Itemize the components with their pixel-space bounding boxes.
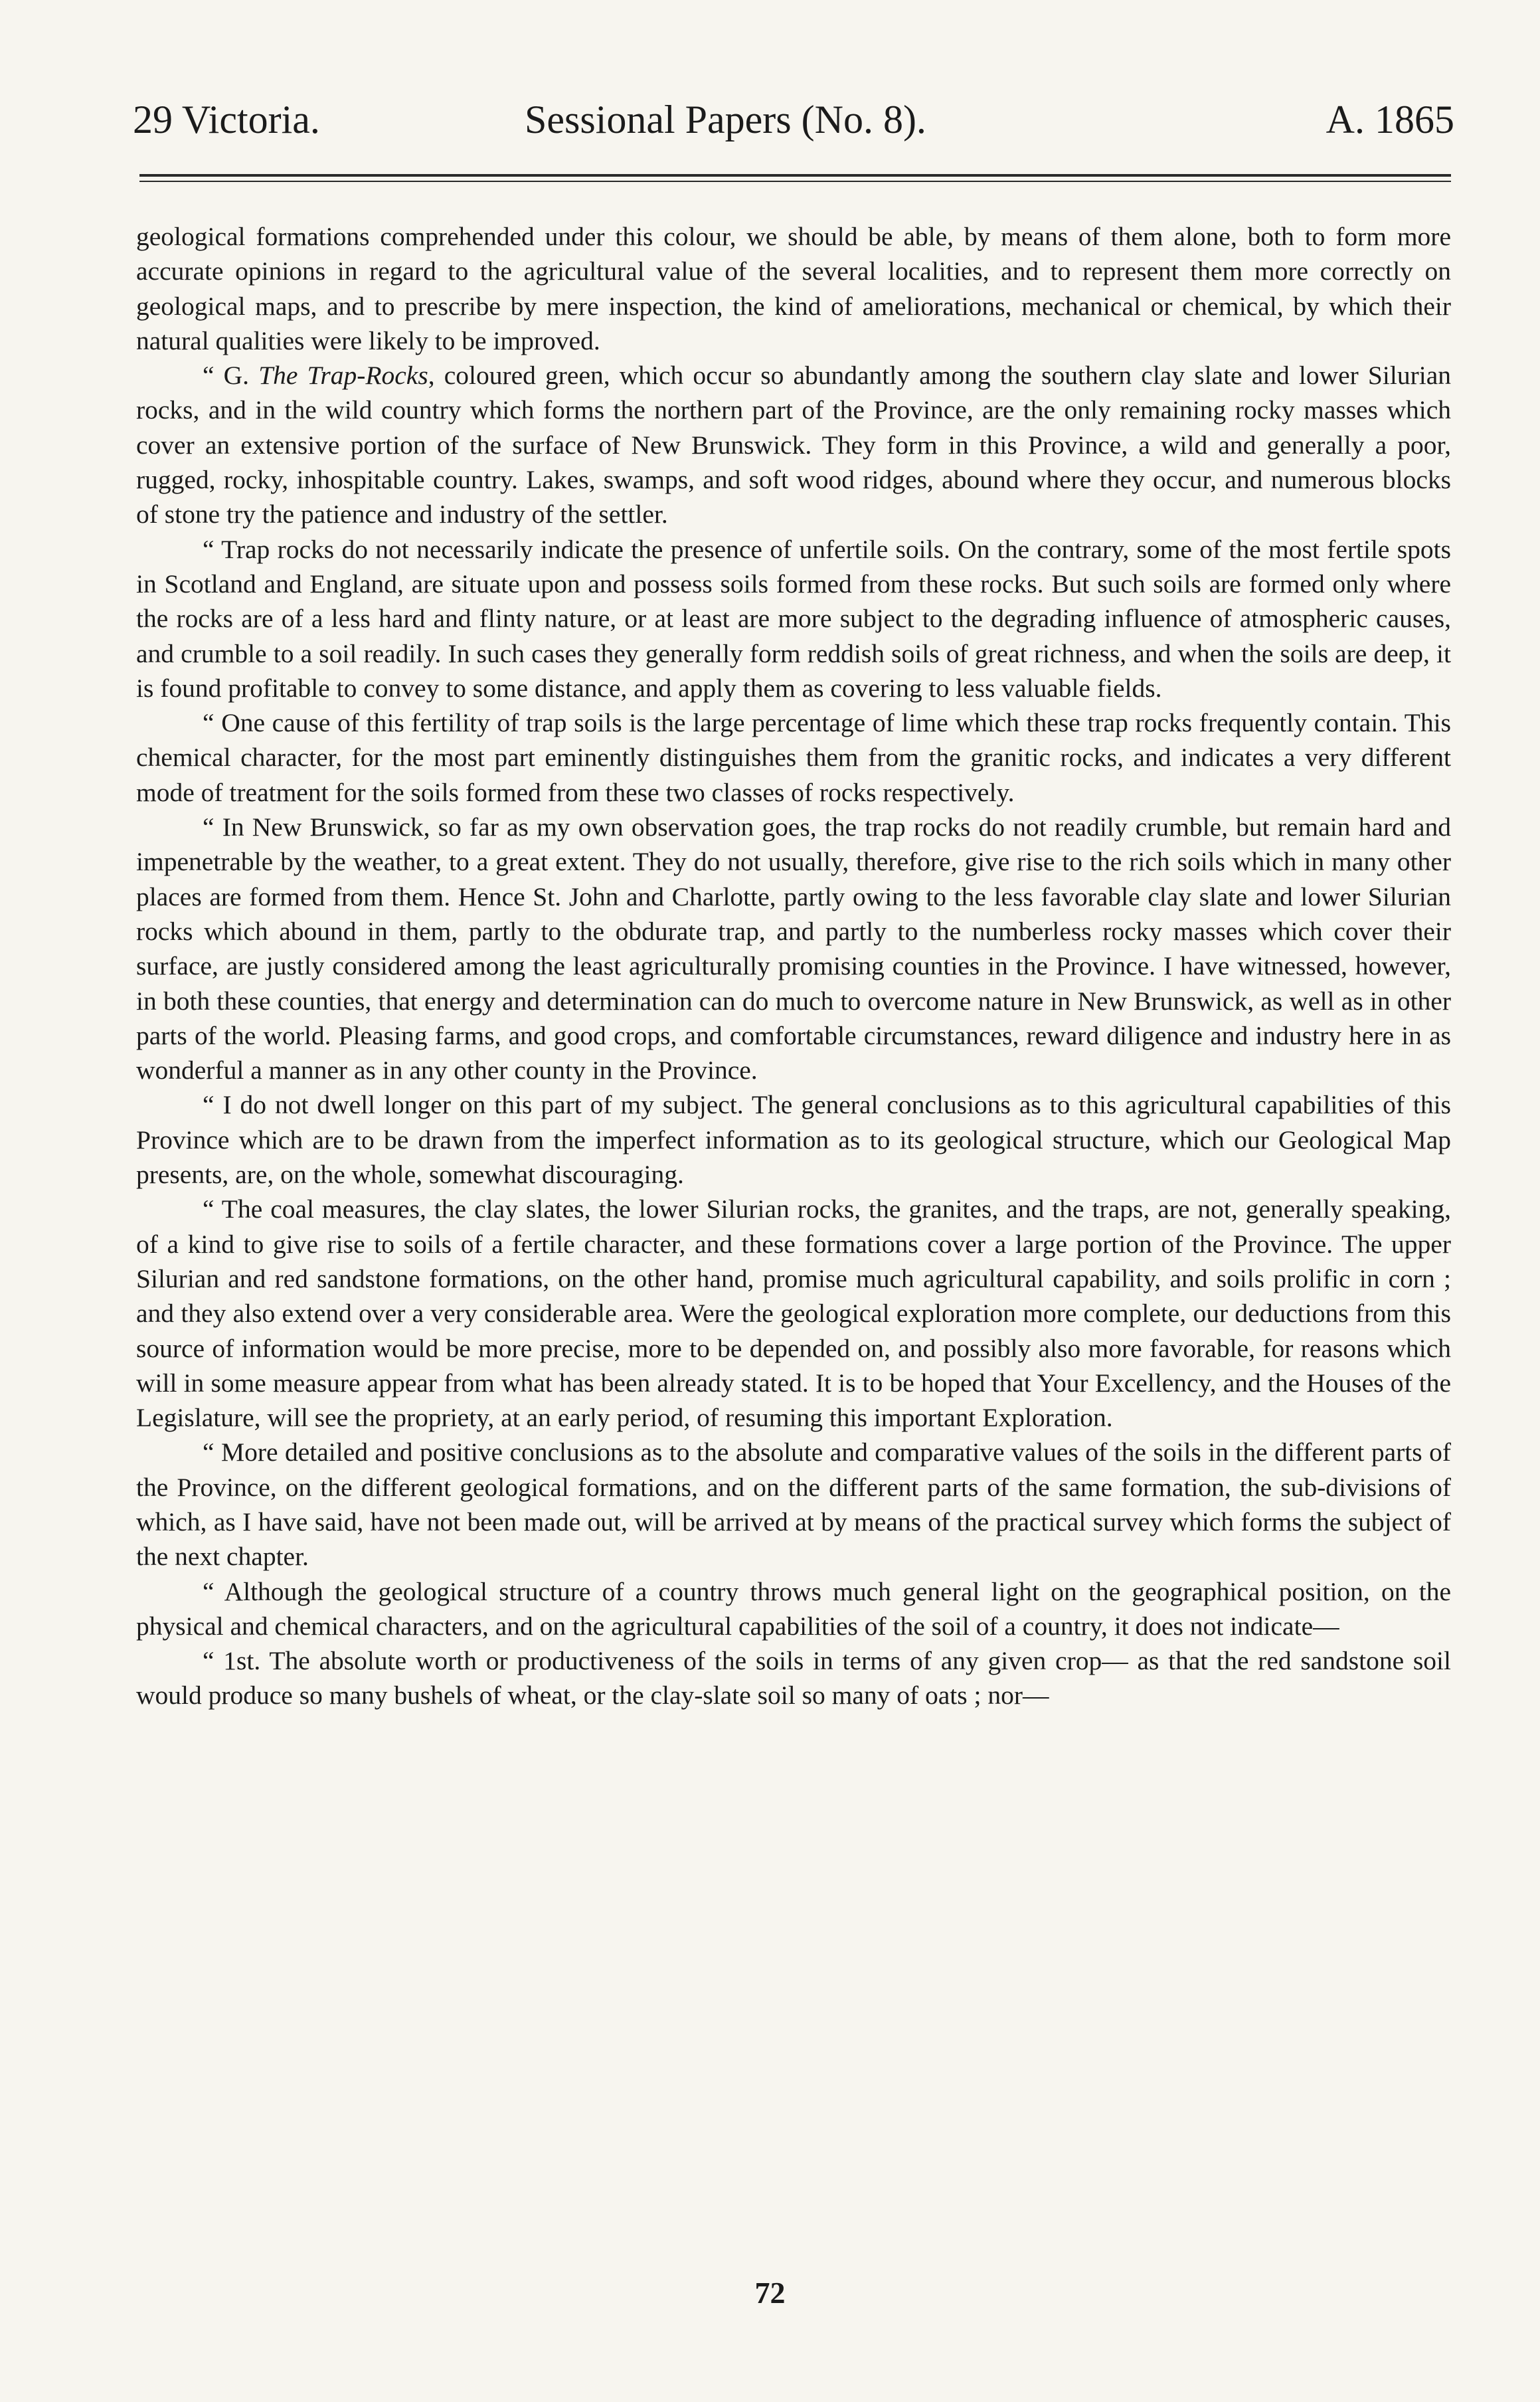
paragraph-7: “ The coal measures, the clay slates, the lower Silurian rocks, the granites, and the traps, are not, generally speaking, of a kind to give rise to soils of a fertile character, and these formations cover a large portion of the Province. The upper Silurian and red sandstone formations, on the other hand, promise much agricultural capability, and soils prolific in corn ; and they also extend over a very considerable area. Were the geological exploration more complete, our deductions from this source of information would be more precise, more to be depended on, and possibly also more favorable, for reasons which will in some measure appear from what has been already stated. It is to be hoped that Your Excellency, and the Houses of the Legislature, will see the propriety, at an early period, of resuming this important Exploration. [136, 1194, 1451, 1433]
page-number: 72 [754, 2276, 786, 2310]
paragraph-8: “ More detailed and positive conclusions as to the absolute and comparative values of the soils in the different parts of the Province, on the different geological formations, and on the different parts of the same formation, the sub-divisions of which, as I have said, have not been made out, will be arrived at by means of the practical survey which forms the subject of the next chapter. [136, 1437, 1451, 1572]
paragraph-3: “ Trap rocks do not necessarily indicate the presence of unfertile soils. On the contrary, some of the most fertile spots in Scotland and England, are situate upon and possess soils formed from these rocks. But such soils are formed only where the rocks are of a less hard and flinty nature, or at least are more subject to the degrading influence of atmospheric causes, and crumble to a soil readily. In such cases they generally form reddish soils of great richness, and when the soils are deep, it is found profitable to convey to some distance, and apply them as covering to less valuable fields. [136, 534, 1451, 703]
paragraph-5: “ In New Brunswick, so far as my own observation goes, the trap rocks do not readily crumble, but remain hard and impenetrable by the weather, to a great extent. They do not usually, therefore, give rise to the rich soils which in many other places are formed from them. Hence St. John and Charlotte, partly owing to the less favorable clay slate and lower Silurian rocks which abound in them, partly to the obdurate trap, and partly to the numberless rocky masses which cover their surface, are justly considered among the least agriculturally promising counties in the Province. I have witnessed, however, in both these counties, that energy and determination can do much to overcome nature in New Brunswick, as well as in other parts of the world. Pleasing farms, and good crops, and comfortable circumstances, reward diligence and industry here in as wonderful a manner as in any other county in the Province. [136, 812, 1451, 1085]
running-header [133, 93, 1454, 146]
paragraph-2 [136, 358, 1451, 531]
header-title: Sessional Papers (No. 8). [525, 98, 926, 141]
body-text [136, 219, 1451, 1713]
header-year: A. 1865 [1326, 98, 1454, 141]
header-rule-thin [139, 181, 1451, 182]
paragraph-2-italic-heading: The Trap-Rocks [258, 361, 428, 391]
paragraph-2-text: , coloured green, which occur so abundantly among the southern clay slate and lower Silurian rocks, and in the wild country which forms the northern part of the Province, are the only remaining rocky masses which cover an extensive portion of the surface of New Brunswick. They form in this Province, a wild and generally a poor, rugged, rocky, inhospitable country. Lakes, swamps, and soft wood ridges, abound where they occur, and numerous blocks of stone try the patience and industry of the settler. [136, 361, 1451, 529]
paragraph-4: “ One cause of this fertility of trap soils is the large percentage of lime which these trap rocks frequently contain. This chemical character, for the most part eminently distinguishes them from the granitic rocks, and indicates a very different mode of treatment for the soils formed from these two classes of rocks respectively. [136, 708, 1451, 807]
paragraph-9: “ Although the geological structure of a country throws much general light on the geographical position, on the physical and chemical characters, and on the agricultural capabilities of the soil of a country, it does not indicate— [136, 1576, 1451, 1641]
paragraph-1: geological formations comprehended under this colour, we should be able, by means of them alone, both to form more accurate opinions in regard to the agricultural value of the several localities, and to represent them more correctly on geological maps, and to prescribe by mere inspection, the kind of ameliorations, mechanical or chemical, by which their natural qualities were likely to be improved. [136, 222, 1451, 355]
paragraph-6: “ I do not dwell longer on this part of my subject. The general conclusions as to this agricultural capabilities of this Province which are to be drawn from the imperfect information as to its geological structure, which our Geological Map presents, are, on the whole, somewhat discouraging. [136, 1090, 1451, 1190]
paragraph-10: “ 1st. The absolute worth or productiveness of the soils in terms of any given crop— as that the red sandstone soil would produce so many bushels of wheat, or the clay-slate soil so many of oats ; nor— [136, 1646, 1451, 1710]
paragraph-2-prefix: “ G. [203, 361, 259, 391]
header-session: 29 Victoria. [133, 98, 320, 141]
header-rule-thick [139, 174, 1451, 177]
